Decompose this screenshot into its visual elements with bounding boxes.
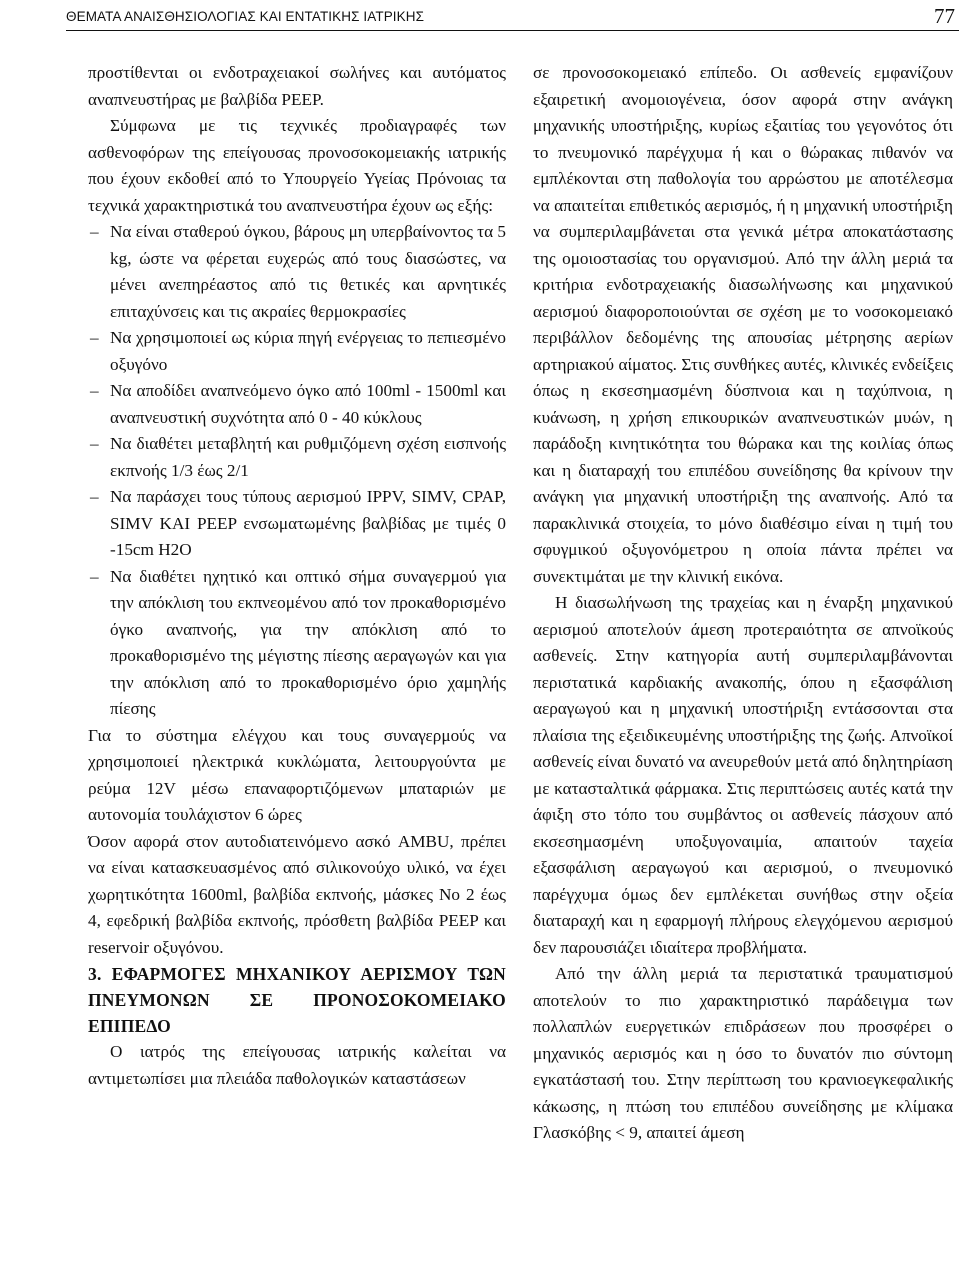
paragraph: προστίθενται οι ενδοτραχειακοί σωλήνες και αυτόματος αναπνευστήρας με βαλβίδα PEEP. [88,63,506,109]
paragraph: Η διασωλήνωση της τραχείας και η έναρξη μηχανικού αερισμού αποτελούν άμεση προτεραιότητα σε απνοϊκούς ασθενείς. Στην κατηγορία αυτή συμπεριλαμβάνονται περιστατικά καρδιακής ανακοπής, όπου η εξασφάλιση αεραγωγού και η μηχανική υποστήριξη εντάσσονται στα πλαίσια της εξειδικευμένης υποστήριξης της ζωής. Απνοϊκοί ασθενείς είναι δυνατό να ανευρεθούν μετά από δηλητηρίαση με κατασταλτικά φάρμακα. Στις περιπτώσεις αυτές κατά την άφιξη στο τόπο του συμβάντος οι ασθενείς πάσχουν από εκσεσημασμένη υποξυγοναιμία, απαιτούν ταχεία εξασφάλιση αεραγωγού και αερισμού, ο πνευμονικό παρέγχυμα όμως δεν εμπλέκεται συνήθως στην οξεία διαταραχή και η εφαρμογή πλήρους ελεγχόμενου αερισμού δεν παρουσιάζει ιδιαίτερα προβλήματα. [533,593,953,957]
running-title: ΘΕΜΑΤΑ ΑΝΑΙΣΘΗΣΙΟΛΟΓΙΑΣ ΚΑΙ ΕΝΤΑΤΙΚΗΣ ΙΑΤΡΙΚΗΣ [66,9,425,24]
paragraph: Για το σύστημα ελέγχου και τους συναγερμούς να χρησιμοποιεί ηλεκτρικά κυκλώματα, λειτουργούντα με ρεύμα 12V μέσω επαναφορτιζόμενων μπαταριών με αυτονομία τουλάχιστον 6 ώρες [88,725,506,824]
section-heading: 3. ΕΦΑΡΜΟΓΕΣ ΜΗΧΑΝΙΚΟΥ ΑΕΡΙΣΜΟΥ ΤΩΝ ΠΝΕΥΜΟΝΩΝ ΣΕ ΠΡΟΝΟΣΟΚΟΜΕΙΑΚΟ ΕΠΙΠΕΔΟ [88,964,506,1036]
right-column [533,60,953,1147]
list-item: – Να παράσχει τους τύπους αερισμού IPPV, SIMV, CPAP, SIMV ΚΑΙ PEEP ενσωματωμένης βαλβίδας με τιμές 0 -15cm H2O [88,484,506,564]
list-item: – Να αποδίδει αναπνεόμενο όγκο από 100ml - 1500ml και αναπνευστική συχνότητα από 0 - 40 κύκλους [88,378,506,431]
list-item: – Να είναι σταθερού όγκου, βάρους μη υπερβαίνοντος τα 5 kg, ώστε να φέρεται ευχερώς από τους διασώστες, να μένει ανεπηρέαστος από τις θετικές και αρνητικές επιταχύνσεις και τις ακραίες θερμοκρασίες [88,219,506,325]
running-header [66,4,959,31]
list-item: – Να διαθέτει ηχητικό και οπτικό σήμα συναγερμού για την απόκλιση του εκπνεομένου από τον προκαθορισμένο όγκο αναπνοής, για την απόκλιση από το προκαθορισμένο της μέγιστης πίεσης αεραγωγών και για την απόκλιση από το προκαθορισμένο όριο χαμηλής πίεσης [88,564,506,723]
list-item: – Να χρησιμοποιεί ως κύρια πηγή ενέργειας το πεπιεσμένο οξυγόνο [88,325,506,378]
page-number: 77 [934,4,955,28]
list-item: – Να διαθέτει μεταβλητή και ρυθμιζόμενη σχέση εισπνοής εκπνοής 1/3 έως 2/1 [88,431,506,484]
paragraph: Σύμφωνα με τις τεχνικές προδιαγραφές των ασθενοφόρων της επείγουσας προνοσοκομειακής ιατρικής που έχουν εκδοθεί από το Υπουργείο Υγείας Πρόνοιας τα τεχνικά χαρακτηριστικά του αναπνευστήρα έχουν ως εξής: [88,116,506,215]
spec-list [88,219,506,723]
paragraph: Ο ιατρός της επείγουσας ιατρικής καλείται να αντιμετωπίσει μια πλειάδα παθολογικών καταστάσεων [88,1042,506,1088]
paragraph: Από την άλλη μεριά τα περιστατικά τραυματισμού αποτελούν το πιο χαρακτηριστικό παράδειγμα των πολλαπλών ευεργετικών επιδράσεων που προσφέρει ο μηχανικός αερισμός και η όσο το δυνατόν πιο σύντομη εγκατάστασή του. Στην περίπτωση του κρανιοεγκεφαλικής κάκωσης, η πτώση του επιπέδου συνείδησης με κλίμακα Γλασκόβης < 9, απαιτεί άμεση [533,964,953,1142]
paragraph: Όσον αφορά στον αυτοδιατεινόμενο ασκό AMBU, πρέπει να είναι κατασκευασμένος από σιλικονούχο υλικό, να έχει χωρητικότητα 1600ml, βαλβίδα εκπνοής, μάσκες Νο 2 έως 4, εφεδρική βαλβίδα εκπνοής, πρόσθετη βαλβίδα PEEP και reservoir οξυγόνου. [88,831,506,957]
left-column [88,60,506,1092]
paragraph: σε προνοσοκομειακό επίπεδο. Οι ασθενείς εμφανίζουν εξαιρετική ανομοιογένεια, όσον αφορά στην ανάγκη μηχανικής υποστήριξης, κυρίως εξαιτίας του γεγονότος ότι το πνευμονικό παρέγχυμα ή και ο θώρακας πιθανόν να εμπλέκονται στη παθολογία του αρρώστου με αποτέλεσμα να απαιτείται επιθετικός αερισμός, ή η μηχανική υποστήριξη να συμπεριλαμβάνεται στα γενικά μέτρα αποκατάστασης της ομοιοστασίας του οργανισμού. Από την άλλη μεριά τα κριτήρια ενδοτραχειακής διασωλήνωσης και μηχανικού αερισμού διαφοροποιούνται σε σχέση με το νοσοκομειακό περιβάλλον δεδομένης της απουσίας μέτρησης αερίων αρτηριακού αίματος. Στις συνθήκες αυτές, κλινικές ενδείξεις όπως η εκσεσημασμένη δύσπνοια και η ταχύπνοια, η κυάνωση, η χρήση επικουρικών αναπνευστικών μυών, η παράδοξη κινητικότητα του θώρακα και της κοιλίας όπως και η διαταραχή του επιπέδου συνείδησης θα κρίνουν την ανάγκη για μηχανική υποστήριξη της αναπνοής. Από τα παρακλινικά στοιχεία, το μόνο διαθέσιμο είναι η τιμή του σφυγμικού οξυγονόμετρου η οποία πάντα πρέπει να συνεκτιμάται με την κλινική εικόνα. [533,63,953,586]
